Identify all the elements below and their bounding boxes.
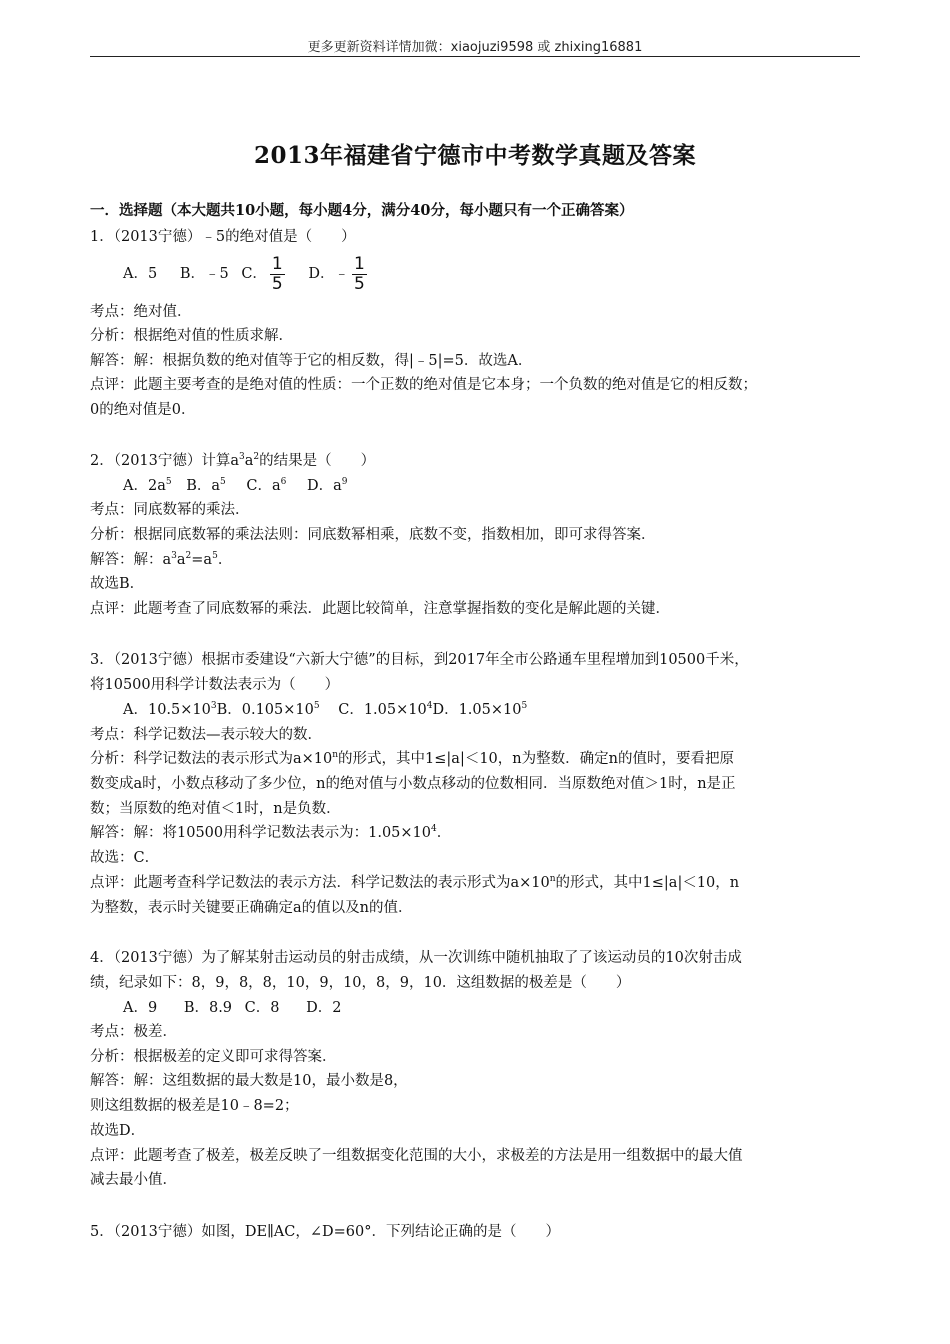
q2-kaodian: 考点：同底数幂的乘法． [90, 502, 250, 518]
q1-stem: 1．（2013宁德）﹣5的绝对值是（ ） [90, 229, 356, 245]
q4-kaodian: 考点：极差． [90, 1024, 177, 1040]
q2-guxuan: 故选B． [90, 576, 145, 592]
q4-jieda-line1: 解答：解：这组数据的最大数是10，最小数是8， [90, 1073, 408, 1089]
q4-fenxi: 分析：根据极差的定义即可求得答案． [90, 1049, 337, 1065]
q2-options [123, 476, 347, 496]
q4-option-d: D．2 [306, 1000, 342, 1016]
q3-guxuan: 故选：C． [90, 850, 160, 866]
q3-jieda: 解答：解：将10500用科学记数法表示为：$1.05\times 10^4$． [90, 824, 452, 841]
q2-option-b: B．$a^5$ [186, 477, 226, 494]
q4-guxuan: 故选D． [90, 1123, 146, 1139]
q4-options [123, 998, 341, 1018]
q3-kaodian: 考点：科学记数法—表示较大的数． [90, 727, 322, 743]
section-heading: 一．选择题（本大题共10小题，每小题4分，满分40分，每小题只有一个正确答案） [90, 202, 634, 219]
header-divider [90, 56, 860, 57]
q3-dianping-line1: 点评：此题考查科学记数法的表示方法．科学记数法的表示形式为$a\times 10^n$的形式，其中1≤|a|＜10，n [90, 874, 740, 891]
q1-option-d: D．﹣ [308, 266, 349, 282]
q3-option-b: B．$0.105\times 10^5$ [216, 701, 320, 718]
q1-option-c: C． [241, 266, 267, 282]
q2-jieda: 解答：解：$a^3a^2=a^5$． [90, 551, 233, 568]
q1-option-b: B．﹣5 [179, 266, 229, 282]
q3-fenxi-line2: 数变成a时，小数点移动了多少位，n的绝对值与小数点移动的位数相同．当原数绝对值＞1时，n是正 [90, 776, 736, 792]
q4-jieda-line2: 则这组数据的极差是10﹣8=2； [90, 1098, 299, 1114]
document-title: 2013年福建省宁德市中考数学真题及答案 [253, 142, 696, 169]
q4-stem-line2: 绩，纪录如下：8，9，8，8，10，9，10，8，9，10．这组数据的极差是（ ） [90, 975, 631, 991]
q1-jieda: 解答：解：根据负数的绝对值等于它的相反数，得|﹣5|=5．故选A． [90, 353, 533, 369]
q1-dianping-line1: 点评：此题主要考查的是绝对值的性质：一个正数的绝对值是它本身；一个负数的绝对值是它的相反数； [90, 377, 757, 393]
q2-option-a: A．$2a^5$ [123, 477, 172, 494]
q1-options [123, 253, 370, 295]
q2-option-d: D．$a^9$ [306, 477, 348, 494]
q1-option-a: A．5 [123, 266, 158, 282]
q2-fenxi: 分析：根据同底数幂的乘法法则：同底数幂相乘，底数不变，指数相加，即可求得答案． [90, 527, 656, 543]
q3-stem-line2: 将10500用科学计数法表示为（ ） [90, 677, 340, 693]
q3-option-d: D．$1.05\times 10^5$ [432, 701, 528, 718]
q3-fenxi-line3: 数；当原数的绝对值＜1时，n是负数． [90, 801, 341, 817]
q5-stem: 5．（2013宁德）如图，DE∥AC，∠D=60°．下列结论正确的是（ ） [90, 1224, 560, 1240]
q3-fenxi-line1: 分析：科学记数法的表示形式为$a\times 10^n$的形式，其中1≤|a|＜10，n为整数．确定n的值时，要看把原 [90, 750, 734, 767]
q3-stem-line1: 3．（2013宁德）根据市委建设“六新大宁德”的目标，到2017年全市公路通车里程增加到10500千米， [90, 652, 749, 668]
q1-option-d-fraction: $\frac{1}{5}$ [354, 253, 365, 294]
q4-dianping-line2: 减去最小值． [90, 1172, 177, 1188]
q3-options [123, 700, 527, 720]
q4-option-c: C．8 [244, 1000, 280, 1016]
q4-option-a: A．9 [123, 1000, 158, 1016]
q1-fenxi: 分析：根据绝对值的性质求解． [90, 328, 293, 344]
q2-option-c: C．$a^6$ [246, 477, 287, 494]
q3-option-c: C．$1.05\times 10^4$ [338, 701, 433, 718]
q1-kaodian: 考点：绝对值． [90, 304, 192, 320]
q4-option-b: B．8.9 [183, 1000, 233, 1016]
page-header: 更多更新资料详情加微：xiaojuzi9598 或 zhixing16881 [307, 40, 643, 55]
q1-option-c-fraction: $\frac{1}{5}$ [271, 253, 283, 294]
q3-dianping-line2: 为整数，表示时关键要正确确定a的值以及n的值． [90, 900, 413, 916]
q4-dianping-line1: 点评：此题考查了极差，极差反映了一组数据变化范围的大小，求极差的方法是用一组数据中的最大值 [90, 1148, 743, 1164]
q4-stem-line1: 4．（2013宁德）为了解某射击运动员的射击成绩，从一次训练中随机抽取了了该运动员的10次射击成 [90, 950, 742, 966]
q3-option-a: A．$10.5\times 10^3$ [123, 701, 217, 718]
q2-dianping: 点评：此题考查了同底数幂的乘法．此题比较简单，注意掌握指数的变化是解此题的关键． [90, 601, 670, 617]
q2-stem: 2．（2013宁德）计算$a^3a^2$的结果是（ ） [90, 452, 376, 469]
q1-dianping-line2: 0的绝对值是0． [90, 402, 196, 418]
